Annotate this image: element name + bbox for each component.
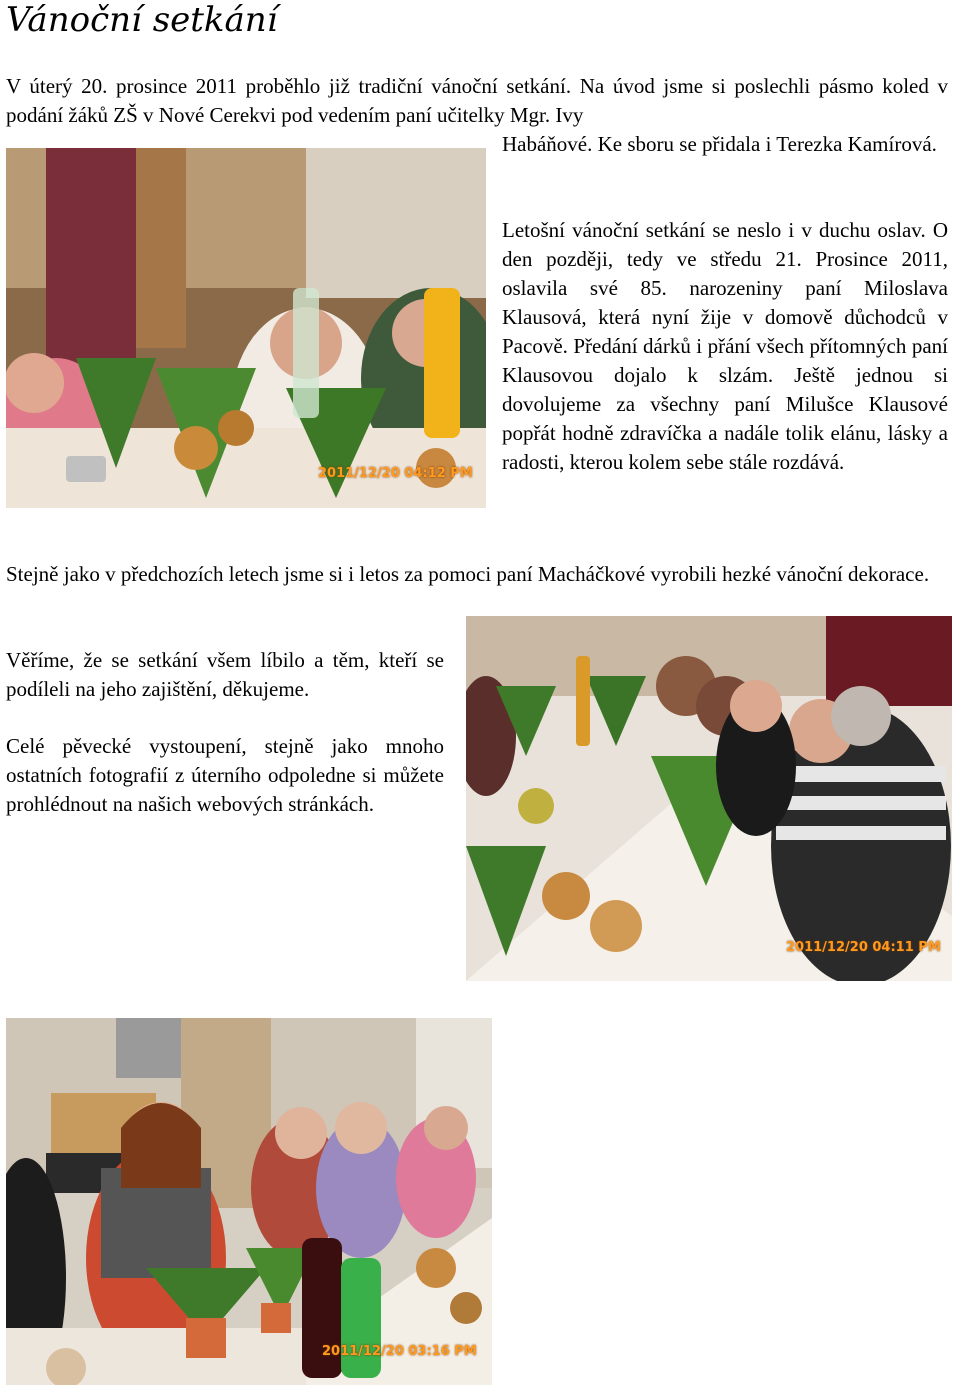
photo2-image	[466, 616, 952, 981]
photo1-image	[6, 148, 486, 508]
photo-ladies-eating	[466, 616, 952, 981]
more-info-paragraph: Celé pěvecké vystoupení, stejně jako mnoho ostatních fotografií z úterního odpoledne si můžete prohlédnout na našich webových stránkách.	[6, 734, 444, 816]
intro-paragraph-continuation: Habáňové. Ke sboru se přidala i Terezka Kamírová.	[502, 132, 937, 156]
photo3-image	[6, 1018, 492, 1385]
photo-decorations-workshop	[6, 1018, 492, 1385]
intro-paragraph: V úterý 20. prosince 2011 proběhlo již tradiční vánoční setkání. Na úvod jsme si poslechli pásmo koled v podání žáků ZŠ v Nové Cerekvi pod vedením paní učitelky Mgr. Ivy	[6, 74, 948, 127]
decorations-paragraph: Stejně jako v předchozích letech jsme si i letos za pomoci paní Macháčkové vyrobili hezké vánoční dekorace.	[6, 562, 930, 586]
photo1-date-stamp: 2011/12/20 04:12 PM	[318, 466, 473, 481]
page-title: Vánoční setkání	[6, 0, 278, 40]
photo3-date-stamp: 2011/12/20 03:16 PM	[322, 1344, 477, 1359]
photo-christmas-table-ladies	[6, 148, 486, 508]
thanks-paragraph: Věříme, že se setkání všem líbilo a těm, kteří se podíleli na jeho zajištění, děkujeme.	[6, 648, 444, 701]
photo2-date-stamp: 2011/12/20 04:11 PM	[786, 940, 941, 955]
celebration-paragraph: Letošní vánoční setkání se neslo i v duchu oslav. O den později, tedy ve středu 21. Prosince 2011, oslavila své 85. narozeniny paní Miloslava Klausová, která nyní žije v domově důchodců v Pacově. Předání dárků i přání všech přítomných paní Klausovou dojalo k slzám. Ještě jednou si dovolujeme za všechny paní Milušce Klausové popřát hodně zdravíčka a nadále tolik elánu, lásky a radosti, kterou kolem sebe stále rozdává.	[502, 218, 948, 474]
